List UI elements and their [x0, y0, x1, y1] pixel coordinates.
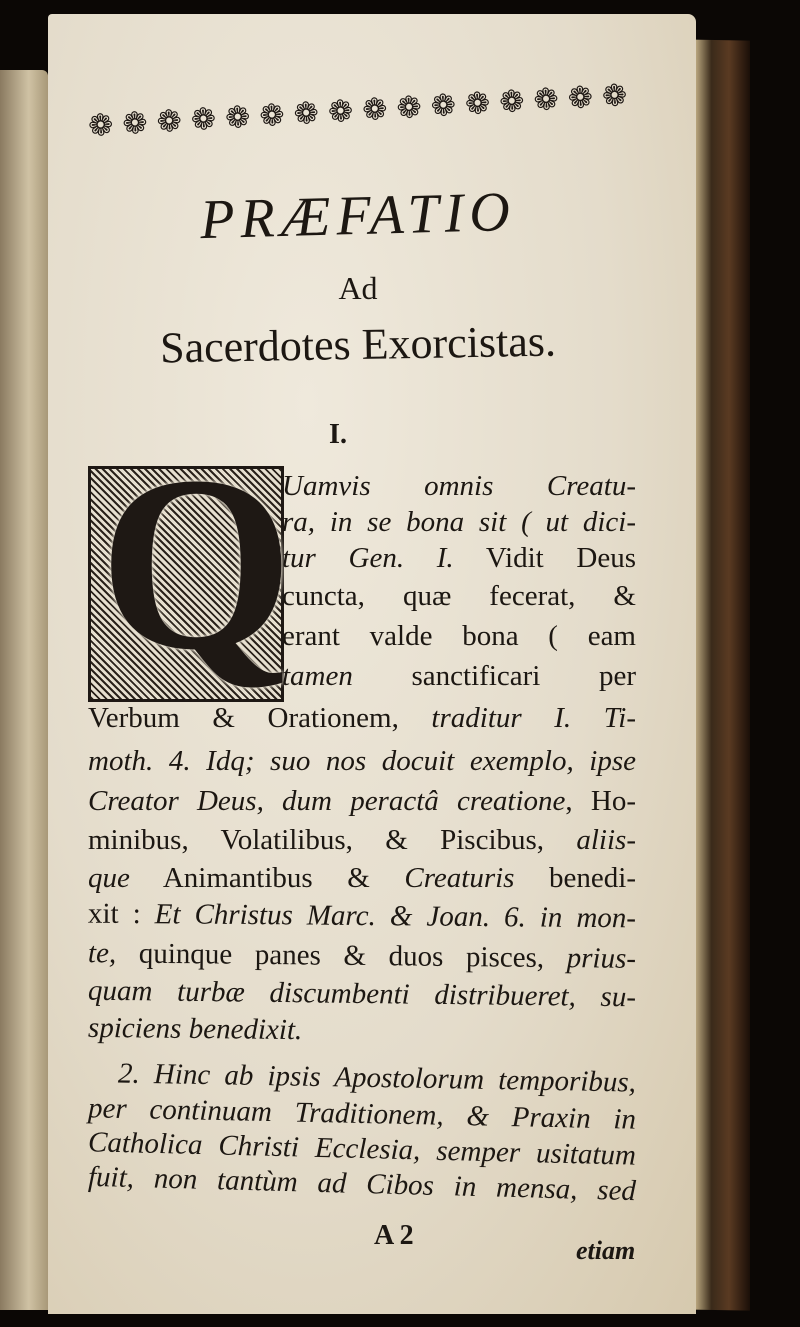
text-line [282, 508, 636, 537]
text-segment: Et Christus Marc. & Joan. 6. in mon- [154, 898, 637, 935]
section-number: I. [329, 419, 347, 450]
text-segment: quam turbæ discumbenti distribueret, su- [87, 974, 637, 1014]
text-segment: Creaturis [404, 862, 515, 894]
flower-fleuron-icon: ❁ [498, 84, 526, 120]
flower-fleuron-icon: ❁ [155, 104, 183, 140]
text-segment: minibus, Volatilibus, & Piscibus, [88, 824, 577, 856]
flower-fleuron-icon: ❁ [327, 94, 355, 130]
text-segment: ra, in se bona sit ( ut dici- [282, 506, 636, 538]
flower-fleuron-icon: ❁ [566, 81, 594, 116]
text-segment: quinque panes & duos pisces, [116, 937, 567, 975]
text-line [118, 1059, 636, 1097]
text-segment: moth. 4. Idq; suo nos docuit exemplo, ipse [88, 745, 636, 777]
text-segment: sanctificari per [352, 660, 636, 692]
text-segment: per continuam Traditionem, & Praxin in [87, 1092, 637, 1136]
flower-fleuron-icon: ❁ [361, 92, 389, 128]
text-line [282, 662, 636, 691]
book-page [48, 14, 696, 1314]
signature-mark: A 2 [374, 1220, 414, 1251]
text-segment: tamen [282, 660, 353, 692]
drop-cap-ornament [88, 425, 294, 702]
text-segment: xit : [87, 897, 155, 931]
text-segment: 2. Hinc ab ipsis Apostolorum temporibus, [117, 1057, 637, 1099]
text-segment: aliis- [576, 824, 636, 856]
text-line [282, 472, 636, 501]
text-line [282, 544, 636, 573]
text-line [87, 897, 637, 935]
text-segment: fuit, non tantùm ad Cibos in mensa, sed [87, 1160, 637, 1208]
page-subtitle: Sacerdotes Exorcistas. [159, 316, 557, 373]
flower-fleuron-icon: ❁ [395, 90, 423, 126]
ornament-band [87, 81, 631, 192]
text-segment: erant valde bona ( eam [282, 620, 636, 652]
flower-fleuron-icon: ❁ [224, 100, 252, 136]
flower-fleuron-icon: ❁ [429, 88, 457, 124]
text-segment: te, [87, 937, 117, 970]
text-segment: tur Gen. I. [282, 542, 454, 574]
text-segment: traditur I. Ti- [431, 702, 636, 734]
flower-fleuron-icon: ❁ [464, 86, 492, 122]
flower-fleuron-icon: ❁ [190, 102, 218, 138]
text-segment: Creator Deus, dum peractâ creatione [88, 785, 566, 817]
text-line [282, 582, 636, 611]
text-segment: cuncta, quæ fecerat, & [282, 580, 636, 612]
text-segment: benedi- [514, 862, 636, 894]
facing-page-edge [0, 70, 48, 1310]
text-segment: Verbum & Orationem, [88, 702, 432, 734]
flower-fleuron-icon: ❁ [532, 83, 560, 118]
text-line [87, 1011, 303, 1047]
text-segment: , Ho- [565, 785, 636, 817]
text-line [88, 939, 636, 974]
text-segment: Uamvis omnis Creatu- [282, 470, 636, 502]
text-segment: Catholica Christi Ecclesia, semper usitatum [87, 1126, 637, 1172]
text-line [88, 826, 636, 855]
flower-fleuron-icon: ❁ [601, 79, 629, 114]
text-segment: prius- [566, 942, 637, 975]
flower-fleuron-icon: ❁ [121, 106, 149, 142]
text-line [87, 974, 637, 1014]
page-title: PRÆFATIO [199, 180, 517, 252]
catchword: etiam [576, 1236, 636, 1265]
text-line [88, 787, 636, 816]
text-line [282, 622, 636, 651]
text-line [88, 864, 636, 893]
text-line [88, 747, 636, 776]
flower-fleuron-icon: ❁ [258, 98, 286, 134]
text-segment: Vidit Deus [453, 542, 636, 574]
text-segment: que [88, 862, 130, 894]
title-ad: Ad [338, 270, 378, 306]
text-line [88, 704, 636, 733]
drop-cap-letter: Q [99, 425, 294, 702]
text-segment: Animantibus & [129, 862, 405, 894]
text-segment: spiciens benedixit. [87, 1011, 303, 1047]
flower-fleuron-icon: ❁ [292, 96, 320, 132]
flower-fleuron-icon: ❁ [87, 108, 115, 144]
